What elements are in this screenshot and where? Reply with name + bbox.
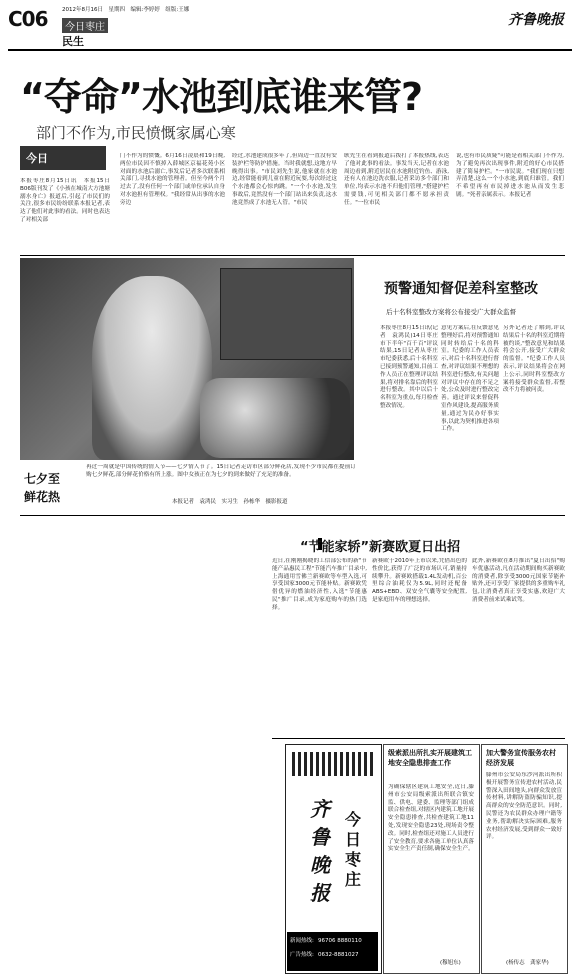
lead-col-3: 经过,水池建成很多年了,但周边一直没有安装护栏等防护措施。当时我就想,这地方早晚得出事。"市民刘先生说,他家就在水池边,经常能看到儿童在附近玩耍,每次经过这个水池都会心惊肉跳。"一个小水池,发生事故后,竟然没有一个部门站出来负责,这水池竟然成了水池无人管。"市民 bbox=[232, 153, 337, 206]
lead-rule bbox=[20, 255, 565, 256]
story3-rule bbox=[272, 738, 565, 739]
story5-text: 滕州市公安局东沙河派出所积极开展警务宣传进农村活动,民警深入田间地头,向群众发放宣传材料,讲解防盗防骗知识,提高群众的安全防范意识。同时,民警还为农民群众办理户籍等业务,帮助解决实际困难,服务农村经济发展,受到群众一致好评。 bbox=[486, 772, 562, 841]
lead-col-1: 本报枣庄8月15日讯 本报15日B06版刊发了《小孩在城南大方池塘溺水身亡》报道后,引起了市民们的关注,很多市民纷纷联系本报记者,表达了他们对此事的看法。同时也表达了对相关部 bbox=[20, 178, 110, 223]
story3-col-2: 新赛欧于2010年上市以来,凭借出色的性价比,获得了广泛的市场认可,销量持续攀升。新赛欧搭载1.4L发动机,百公里综合油耗仅为5.9L,同时还配备ABS+EBD、双安全气囊等安全配置,是家庭用车的理想选择。 bbox=[372, 558, 467, 603]
photo-title-2: 鲜花热 bbox=[24, 490, 61, 504]
ad-edition: 今日枣庄 bbox=[345, 810, 362, 889]
edition-tag: 今日枣庄 bbox=[62, 18, 108, 33]
flower-shop-photo bbox=[20, 258, 354, 460]
story4-text: 为确保辖区建筑工地安全,近日,滕州市公安局级索派出所联合镇安监、供电、建委、监理等部门组成联合检查组,对辖区内建筑工地开展安全隐患排查,共检查建筑工地11处,发现安全隐患23处,现场责令整改。同时,检查组还对施工人员进行了安全教育,要求各施工单位认真落实安全生产责任制,确保安全生产。 bbox=[388, 784, 474, 853]
lead-subhead: 部门不作为,市民愤慨家属心寒 bbox=[36, 124, 236, 142]
ad-phone: 0632-8881027 bbox=[318, 952, 359, 958]
photo-credit: 本报记者 袁鸿民 实习生 孙栋华 摄影报道 bbox=[172, 499, 288, 505]
flower-bundle bbox=[200, 378, 350, 458]
story2-headline: 预警通知督促差科室整改 bbox=[384, 281, 538, 297]
wall-shelf bbox=[220, 268, 352, 360]
header-rule bbox=[8, 49, 572, 51]
story3-col-1: 近日,在刚刚揭晓的工信部公布的新"节能产品惠民工程"节能汽车推广目录中,上海通用雪佛兰新赛欧等车型入选,可享受国家3000元节能补贴。新赛欧凭借优异的燃油经济性,入选"节能惠民"推广目录,成为家庭购车的热门选择。 bbox=[272, 558, 367, 611]
section-name: 民生 bbox=[62, 35, 84, 48]
story2-col-1: 本报枣庄8月15日讯(记者 袁鸿民)14日枣庄市下半年"百千百"评议结果,15日记者从枣庄市纪委获悉,后十名科室已接到预警通知,目前工作人员正在整理评议结果,将对排名靠后的科室进行整改。其中以后十名科室为重点,每月检查整改情况。 bbox=[380, 325, 438, 409]
story5-credit: (杨传志 龚家华) bbox=[506, 960, 549, 966]
story5-headline: 加大警务宣传服务农村经济发展 bbox=[486, 749, 556, 767]
story4-credit: (穆旭东) bbox=[440, 960, 461, 966]
ad-hotline: 96706 8880110 bbox=[318, 938, 362, 944]
story3-headline: “节能家轿”新赛欧夏日出招 bbox=[300, 540, 461, 555]
story2-deck: 后十名科室整改方案将公布接受广大群众监督 bbox=[386, 308, 516, 316]
date-line: 2012年8月16日 星期四 编辑:李婷婷 组版:王娜 bbox=[62, 7, 190, 13]
lead-col-5: 说,也有市民质疑"可能是看相关部门不作为,为了避免再次出现事件,附近的好心市民搭建了简易护栏。"一市民说。"我们现在只想弄清楚,这么一个小水池,到底归谁管。我们不希望再有市民掉进水池从而发生悲剧。"死者亲属表示。本报记者 bbox=[456, 153, 564, 198]
story3-col-3: 此外,新赛欧在8月推出"夏日出招"购车优惠活动,凡在活动期间购买新赛欧的消费者,除享受3000元国家节能补贴外,还可享受厂家提供的多重购车礼包,让消费者真正享受实惠,欢迎广大消费者前来试乘试驾。 bbox=[472, 558, 565, 603]
ad-banner bbox=[292, 752, 374, 776]
page-number: C06 bbox=[8, 7, 48, 31]
lead-headline: “夺命”水池到底谁来管? bbox=[20, 75, 422, 119]
story4-headline: 级索派出所扎实开展建筑工地安全隐患排查工作 bbox=[388, 749, 472, 767]
lead-col-4: 耿先生在看到报道后拨打了本报热线,表达了他对此事的看法。事发当天,记者在水池周边看到,附近居民在水池附近钓鱼、游泳,还有人在池边洗衣服,记者采访多个部门和单位,均表示水池不归他们管理,"搭建护栏需要钱,可见相关部门都不愿承担责任。"一位市民 bbox=[344, 153, 449, 206]
story2-col-3: 另外记者还了解到,评议结果后十名的科室近期将被约谈,"整改意见和结果将会公开,接受广大群众的监督。"纪委工作人员表示,评议结果将会在网上公示,同时科室整改方案将接受群众监督,若整改不力将被问责。 bbox=[503, 325, 565, 394]
story2-col-2: 意见方案后,在反馈意见整理好后,将对预警通知同时转给后十名的科室。纪委的工作人员表示,对后十名科室进行督查,对评议结果不理想的科室进行整改,有关问题对评议中存在的不足之处,公众及时进行整改完善。通过评议来督促科室作风建设,提高服务质量,通过为民办好事实事,以此为契机推进各项工作。 bbox=[441, 325, 499, 433]
paper-logo: 齐鲁晚报 bbox=[508, 12, 564, 28]
ad-phone-label: 广告热线: bbox=[290, 952, 314, 958]
photo-title-1: 七夕至 bbox=[24, 472, 61, 486]
mid-rule bbox=[20, 515, 565, 516]
photo-caption: 再过一周就是中国传统的情人节——七夕情人节了。15日记者走访市区部分鲜花店,发现不少市民都在提前订购七夕鲜花,部分鲜花价格有所上涨。图中女孩正在为七夕的到来做好了充足的准备。 bbox=[86, 464, 356, 478]
ad-hotline-label: 新闻热线: bbox=[290, 938, 314, 944]
lead-col-2: 门不作为的愤慨。6月16日凌晨和19日晚,两位市民因不慎掉入薛城区京福花苑小区对面的水池后溺亡,事发后记者多次联系相关部门,寻找水池的管理者。但至今两个月过去了,没有任何一个部门或单位承认自身对水池担有管理权。"我经常从出事的水池旁边 bbox=[120, 153, 225, 206]
ad-paper-name: 齐鲁晚报 bbox=[310, 797, 330, 905]
lead-badge-text: 今日 bbox=[26, 152, 48, 165]
girl-figure bbox=[92, 276, 212, 460]
